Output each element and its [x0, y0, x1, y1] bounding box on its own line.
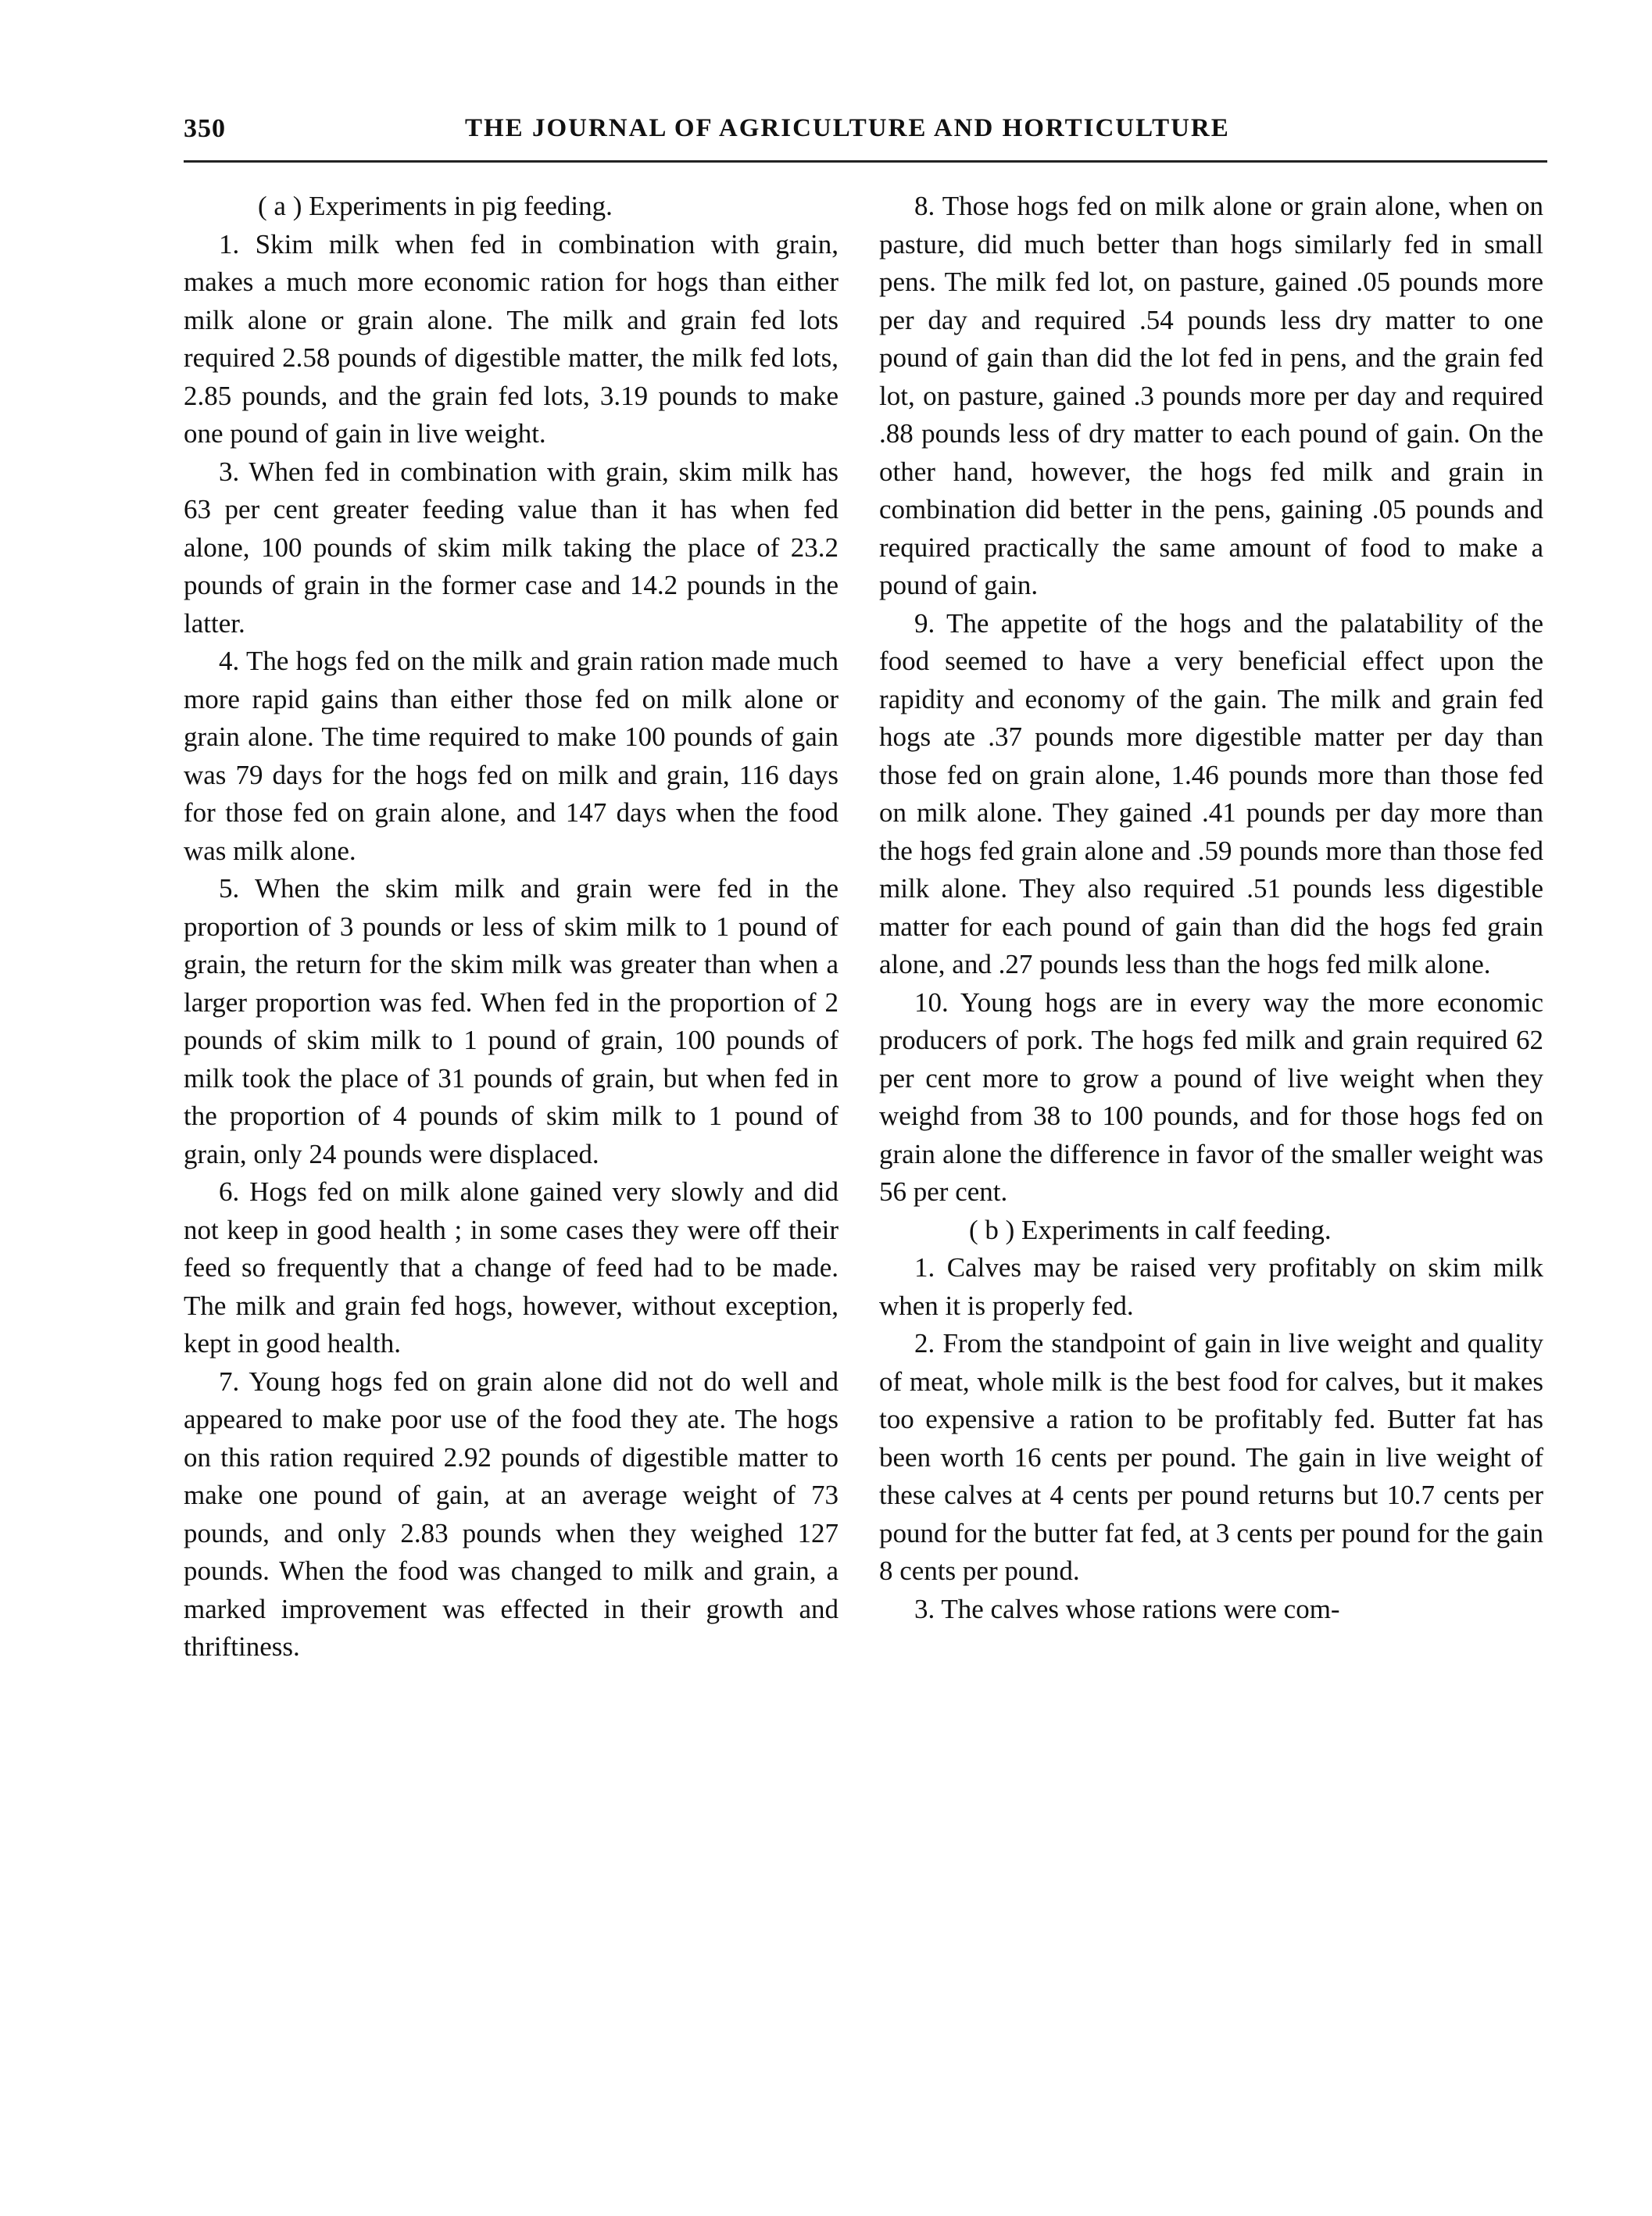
paragraph-calf-2: 2. From the standpoint of gain in live weight and quality of meat, whole milk is the best food for calves, but it makes too expensive a ration to be profitably fed. Butter fat has been worth 16 cents per pound. The gain in live weight of these calves at 4 cents per pound returns but 10.7 cents per pound for the butter fat fed, at 3 cents per pound for the gain 8 cents per pound. — [879, 1328, 1543, 1586]
paragraph-item-5: 5. When the skim milk and grain were fed in the proportion of 3 pounds or less of skim milk to 1 pound of grain, the return for the skim milk was greater than when a larger proportion was fed. When fed in the proportion of 2 pounds of skim milk to 1 pound of grain, 100 pounds of milk took the place of 31 pounds of grain, but when fed in the proportion of 4 pounds of skim milk to 1 pound of grain, only 24 pounds were displaced. — [184, 873, 839, 1169]
paragraph-calf-1: 1. Calves may be raised very profitably on skim milk when it is properly fed. — [879, 1252, 1543, 1321]
page-header — [184, 109, 1547, 156]
header-rule — [184, 160, 1547, 163]
right-column — [879, 188, 1543, 1628]
section-heading-pig-feeding: ( a ) Experiments in pig feeding. — [258, 191, 613, 221]
paragraph-item-8: 8. Those hogs fed on milk alone or grain alone, when on pasture, did much better than hogs similarly fed in small pens. The milk fed lot, on pasture, gained .05 pounds more per day and required .54 pounds less dry matter to one pound of gain than did the lot fed in pens, and the grain fed lot, on pasture, gained .3 pounds more per day and required .88 pounds less of dry matter to each pound of gain. On the other hand, however, the hogs fed milk and grain in combination did better in the pens, gaining .05 pounds and required practically the same amount of food to make a pound of gain. — [879, 191, 1543, 600]
paragraph-item-1: 1. Skim milk when fed in combination with grain, makes a much more economic ration for hogs than either milk alone or grain alone. The milk and grain fed lots required 2.58 pounds of digestible matter, the milk fed lots, 2.85 pounds, and the grain fed lots, 3.19 pounds to make one pound of gain in live weight. — [184, 228, 839, 449]
paragraph-item-6: 6. Hogs fed on milk alone gained very slowly and did not keep in good health ; in some cases they were off their feed so frequently that a change of feed had to be made. The milk and grain fed hogs, however, without exception, kept in good health. — [184, 1176, 839, 1359]
paragraph-item-3: 3. When fed in combination with grain, skim milk has 63 per cent greater feeding value than it has when fed alone, 100 pounds of skim milk taking the place of 23.2 pounds of grain in the former case and 14.2 pounds in the latter. — [184, 456, 839, 639]
paragraph-item-9: 9. The appetite of the hogs and the palatability of the food seemed to have a very beneficial effect upon the rapidity and economy of the gain. The milk and grain fed hogs ate .37 pounds more digestible matter per day than those fed on grain alone, 1.46 pounds more than those fed on milk alone. They gained .41 pounds per day more than the hogs fed grain alone and .59 pounds more than those fed milk alone. They also required .51 pounds less digestible matter for each pound of gain than did the hogs fed grain alone, and .27 pounds less than the hogs fed milk alone. — [879, 607, 1543, 979]
paragraph-calf-3: 3. The calves whose rations were com- — [914, 1593, 1340, 1624]
paragraph-item-4: 4. The hogs fed on the milk and grain ration made much more rapid gains than either those fed on milk alone or grain alone. The time required to make 100 pounds of gain was 79 days for the hogs fed on milk and grain, 116 days for those fed on grain alone, and 147 days when the food was milk alone. — [184, 646, 839, 866]
section-heading-calf-feeding: ( b ) Experiments in calf feeding. — [969, 1214, 1332, 1245]
left-column — [184, 188, 839, 1666]
running-title: THE JOURNAL OF AGRICULTURE AND HORTICULTURE — [465, 114, 1230, 142]
paragraph-item-10: 10. Young hogs are in every way the more economic producers of pork. The hogs fed milk and grain required 62 per cent more to grow a pound of live weight when they weighd from 38 to 100 pounds, and for those hogs fed on grain alone the difference in favor of the smaller weight was 56 per cent. — [879, 986, 1543, 1207]
page-number: 350 — [184, 114, 226, 143]
paragraph-item-7: 7. Young hogs fed on grain alone did not do well and appeared to make poor use of the food they ate. The hogs on this ration required 2.92 pounds of digestible matter to make one pound of gain, at an average weight of 73 pounds, and only 2.83 pounds when they weighed 127 pounds. When the food was changed to milk and grain, a marked improvement was effected in their growth and thriftiness. — [184, 1366, 839, 1662]
